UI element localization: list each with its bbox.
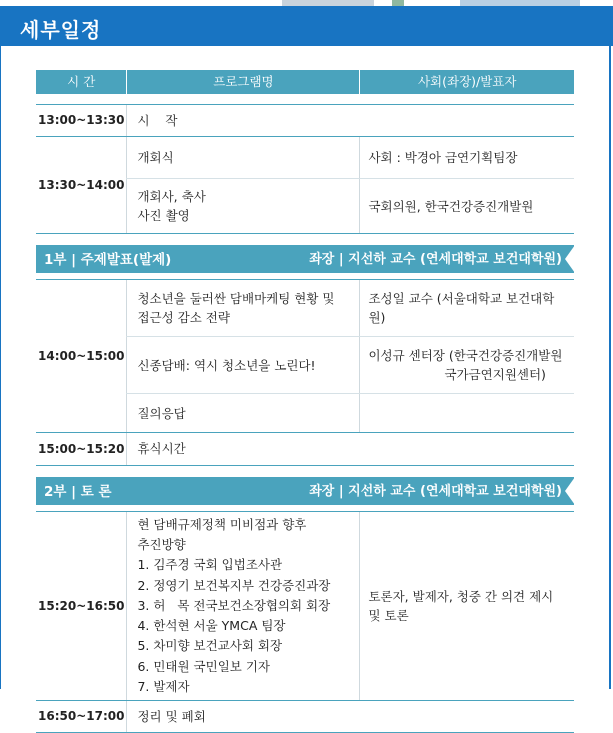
column-header-speaker: 사회(좌장)/발표자 — [360, 70, 574, 94]
speaker-cell: 국회의원, 한국건강증진개발원 — [360, 179, 574, 234]
speaker-cell — [360, 394, 574, 433]
part1-header — [36, 245, 574, 273]
time-cell: 14:00~15:00 — [36, 280, 127, 433]
part1-chair: 좌장 | 지선하 교수 (연세대학교 보건대학원) — [309, 252, 562, 268]
program-cell: 시 작 — [127, 105, 574, 137]
time-cell: 15:00~15:20 — [36, 433, 127, 465]
speaker-cell: 조성일 교수 (서울대학교 보건대학원) — [360, 280, 574, 337]
part2-chair: 좌장 | 지선하 교수 (연세대학교 보건대학원) — [309, 483, 562, 499]
table-row — [36, 137, 574, 179]
program-cell: 질의응답 — [127, 394, 360, 433]
part2-header — [36, 477, 574, 505]
time-cell: 15:20~16:50 — [36, 511, 127, 700]
time-cell: 13:30~14:00 — [36, 137, 127, 234]
bar-notch — [565, 477, 575, 505]
bar-notch — [565, 245, 575, 273]
part2-title: 2부 | 토 론 — [44, 483, 112, 500]
speaker-cell: 이성규 센터장 (한국건강증진개발원 국가금연지원센터) — [360, 337, 574, 394]
page-title: 세부일정 — [20, 18, 102, 42]
table-row — [36, 280, 574, 337]
program-cell: 휴식시간 — [127, 433, 574, 465]
column-header-time: 시 간 — [36, 70, 127, 94]
program-cell: 개회식 — [127, 137, 360, 179]
part1-title: 1부 | 주제발표(발제) — [44, 252, 172, 269]
table-row — [36, 433, 574, 465]
column-header-row — [36, 70, 574, 94]
program-cell: 개회사, 축사 사진 촬영 — [127, 179, 360, 234]
header-bar — [0, 6, 613, 46]
program-cell: 현 담배규제정책 미비점과 향후 추진방향 1. 김주경 국회 입법조사관 2. 정영기 보건복지부 건강증진과장 3. 허 목 전국보건소장협의회 회장 4. 한석현 서울 YMCA 팀장 5. 차미향 보건교사회 회장 6. 민태원 국민일보 기자 7. 발제자 — [127, 511, 360, 700]
table-row — [36, 701, 574, 733]
program-cell: 신종담배: 역시 청소년을 노린다! — [127, 337, 360, 394]
table-row — [36, 511, 574, 700]
column-header-program: 프로그램명 — [127, 70, 360, 94]
program-cell: 정리 및 폐회 — [127, 701, 574, 733]
program-cell: 청소년을 둘러싼 담배마케팅 현황 및 접근성 감소 전략 — [127, 280, 360, 337]
time-cell: 13:00~13:30 — [36, 105, 127, 137]
table-row — [36, 105, 574, 137]
speaker-cell: 토론자, 발제자, 청중 간 의견 제시 및 토론 — [360, 511, 574, 700]
schedule-table — [36, 70, 574, 733]
time-cell: 16:50~17:00 — [36, 701, 127, 733]
speaker-cell: 사회 : 박경아 금연기획팀장 — [360, 137, 574, 179]
